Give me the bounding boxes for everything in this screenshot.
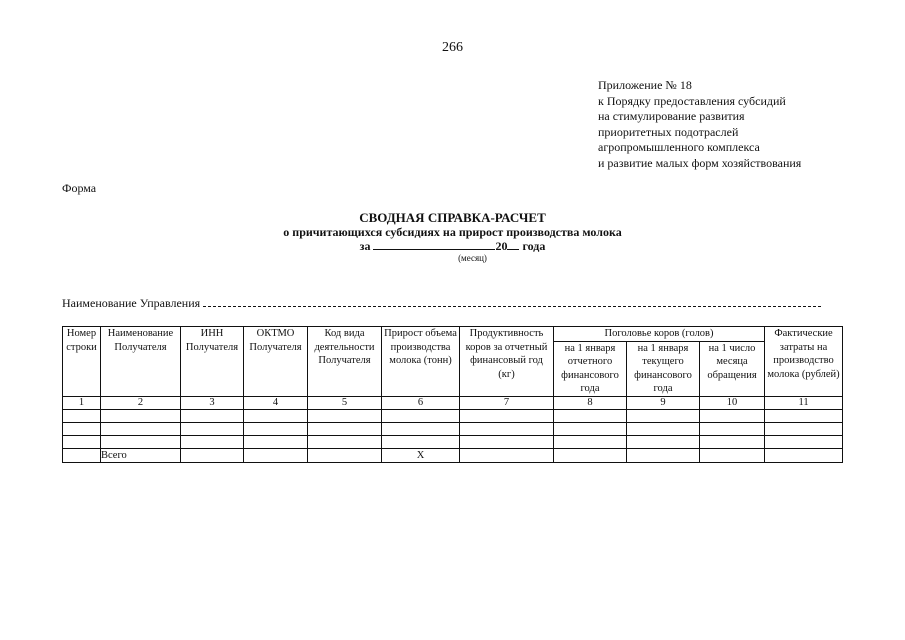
column-number: 5 — [308, 396, 382, 409]
appendix-line: Приложение № 18 — [598, 78, 692, 92]
summary-table — [62, 326, 843, 463]
column-number: 9 — [627, 396, 700, 409]
year-blank-field[interactable] — [507, 239, 519, 250]
appendix-line: и развитие малых форм хозяйствования — [598, 155, 802, 170]
column-number: 4 — [244, 396, 308, 409]
header-cell: на 1 января текущего финансового года — [627, 341, 700, 396]
header-cell: Фактические затраты на производство молока (рублей) — [765, 327, 843, 397]
header-cell: на 1 число месяца обращения — [700, 341, 765, 396]
total-label: Всего — [101, 448, 181, 463]
form-label: Форма — [62, 181, 97, 195]
header-cell: Наименование Получателя — [101, 327, 181, 397]
document-title-block — [0, 210, 905, 264]
department-label: Наименование Управления — [62, 296, 201, 310]
header-cell: ОКТМО Получателя — [244, 327, 308, 397]
total-col6-mark: X — [382, 448, 460, 463]
column-number: 11 — [765, 396, 843, 409]
column-number: 2 — [101, 396, 181, 409]
table-row — [63, 435, 843, 448]
column-number: 7 — [460, 396, 554, 409]
year-suffix: года — [522, 239, 546, 253]
appendix-line: на стимулирование развития — [598, 109, 745, 123]
column-number-row — [63, 396, 843, 409]
column-number: 8 — [554, 396, 627, 409]
page-number: 266 — [442, 40, 463, 55]
appendix-line: к Порядку предоставления субсидий — [598, 93, 786, 108]
period-prefix: за — [359, 239, 371, 253]
column-number: 10 — [700, 396, 765, 409]
column-number: 1 — [63, 396, 101, 409]
department-line — [62, 296, 838, 311]
column-number: 6 — [382, 396, 460, 409]
appendix-note — [598, 78, 801, 171]
header-cell: Номер строки — [63, 327, 101, 397]
period-line — [0, 239, 905, 253]
document-title: СВОДНАЯ СПРАВКА-РАСЧЕТ — [359, 210, 546, 225]
header-cell: Код вида деятельности Получателя — [308, 327, 382, 397]
total-row — [63, 448, 843, 463]
table-row — [63, 409, 843, 422]
year-prefix: 20 — [495, 239, 508, 253]
header-cell: Прирост объема производства молока (тонн) — [382, 327, 460, 397]
header-row — [63, 327, 843, 342]
document-subtitle: о причитающихся субсидиях на прирост производства молока — [283, 225, 622, 239]
header-cell: Продуктивность коров за отчетный финансовый год (кг) — [460, 327, 554, 397]
department-blank-field[interactable] — [203, 296, 821, 307]
appendix-line: приоритетных подотраслей — [598, 124, 739, 139]
header-group-cell: Поголовье коров (голов) — [554, 327, 765, 342]
header-cell: ИНН Получателя — [181, 327, 244, 397]
appendix-line: агропромышленного комплекса — [598, 140, 760, 154]
table-row — [63, 422, 843, 435]
month-blank-field[interactable] — [373, 239, 495, 250]
column-number: 3 — [181, 396, 244, 409]
header-cell: на 1 января отчетного финансового года — [554, 341, 627, 396]
month-hint: (месяц) — [458, 253, 487, 263]
